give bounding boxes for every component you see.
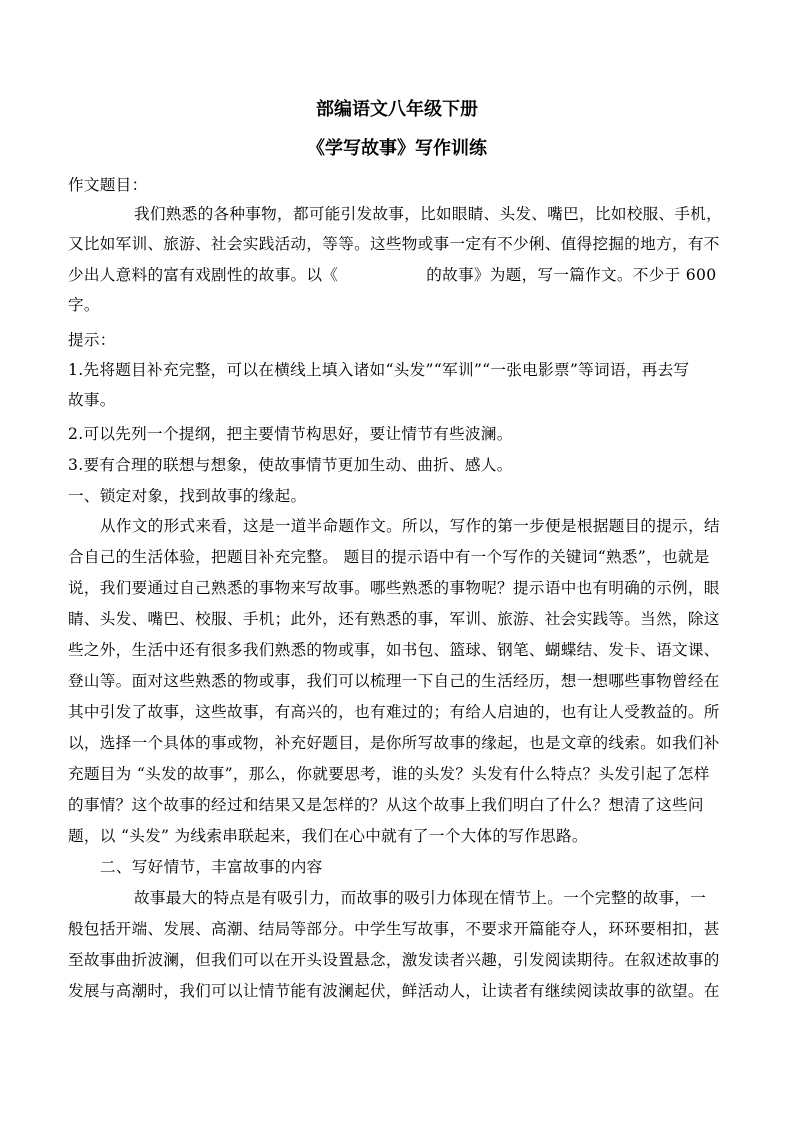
text-line: 些之外，生活中还有很多我们熟悉的物或事，如书包、篮球、钢笔、蝴蝶结、发卡、语文课、 [68,641,720,659]
text-segment: 少出人意料的富有戏剧性的故事。以《 [68,266,339,284]
text-line: 其中引发了故事，这些故事，有高兴的，也有难过的；有给人启迪的，也有让人受教益的。所 [68,703,720,721]
text-line: 题，以 “头发” 为线索串联起来，我们在心中就有了一个大体的写作思路。 [68,827,588,845]
text-line: 二、写好情节，丰富故事的内容 [100,858,323,876]
text-line: 从作文的形式来看，这是一道半命题作文。所以，写作的第一步便是根据题目的提示，结 [100,517,720,535]
text-line: 3.要有合理的联想与想象，使故事情节更加生动、曲折、感人。 [68,456,513,474]
text-line: 一、锁定对象，找到故事的缘起。 [68,487,307,505]
text-line: 睛、头发、嘴巴、校服、手机；此外，还有熟悉的事，军训、旅游、社会实践等。当然，除这 [68,610,720,628]
text-line: 我们熟悉的各种事物，都可能引发故事，比如眼睛、头发、嘴巴，比如校服、手机， [134,205,723,223]
text-line: 充题目为 “头发的故事”，那么，你就要思考，谁的头发？头发有什么特点？头发引起了怎样 [68,765,710,783]
text-line: 又比如军训、旅游、社会实践活动，等等。这些物或事一定有不少俐、值得挖掘的地方，有不 [68,235,720,253]
text-line: 的事情？这个故事的经过和结果又是怎样的？从这个故事上我们明白了什么？想清了这些问 [68,796,704,814]
text-line [68,264,716,286]
text-segment: 的故事》为题，写一篇作文。不少于 600 [426,266,717,284]
text-line: 1.先将题目补充完整，可以在横线上填入诸如“头发”“军训”“一张电影票”等词语，再去写 [68,361,690,379]
text-line: 说，我们要通过自己熟悉的事物来写故事。哪些熟悉的事物呢？提示语中也有明确的示例，眼 [68,579,720,597]
text-line: 提示： [68,331,116,349]
text-line: 登山等。面对这些熟悉的物或事，我们可以梳理一下自己的生活经历，想一想哪些事物曾经在 [68,672,720,690]
text-line: 故事。 [68,391,116,409]
document-subtitle: 《学写故事》写作训练 [307,138,487,159]
text-line: 以，选择一个具体的事或物，补充好题目，是你所写故事的缘起，也是文章的线索。如我们补 [68,734,720,752]
text-line: 字。 [68,296,100,314]
document-title: 部编语文八年级下册 [316,99,478,120]
text-line: 至故事曲折波澜，但我们可以在开头设置悬念，激发读者兴趣，引发阅读期待。在叙述故事的 [68,951,720,969]
text-line: 2.可以先列一个提纲，把主要情节构思好，要让情节有些波澜。 [68,425,513,443]
text-line: 作文题目： [68,176,148,194]
text-line: 故事最大的特点是有吸引力，而故事的吸引力体现在情节上。一个完整的故事，一 [134,889,707,907]
text-line: 合自己的生活体验，把题目补充完整。 题目的提示语中有一个写作的关键词“熟悉”，也就是 [68,548,710,566]
text-line: 般包括开端、发展、高潮、结局等部分。中学生写故事，不要求开篇能夺人，环环要相扣，甚 [68,920,720,938]
text-line: 发展与高潮时，我们可以让情节能有波澜起伏，鲜活动人，让读者有继续阅读故事的欲望。在 [68,982,720,1000]
